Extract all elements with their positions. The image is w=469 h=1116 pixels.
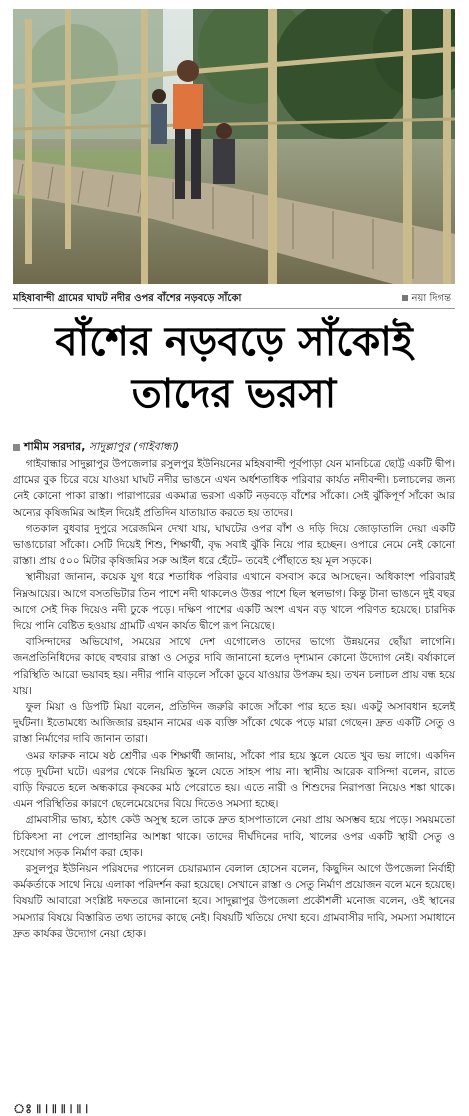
paragraph: ফুল মিয়া ও ডিপটি মিয়া বলেন, প্রতিদিন জরুরি কাজে সাঁকো পার হতে হয়। একটু অসাবধান হলেই দুর্ঘটনা। ইতোমধ্যে আজিজার রহমান নামের এক ব্যক্তি সাঁকো থেকে পড়ে মারা গেছেন। দ্রুত একটি সেতু ও রাস্তা নির্মাণের দাবি জানান তারা।: [13, 701, 455, 746]
credit-text: নয়া দিগন্ত: [411, 293, 451, 304]
caption-text: মহিষাবান্দী গ্রামের ঘাঘট নদীর ওপর বাঁশের নড়বড়ে সাঁকো: [13, 293, 242, 304]
paragraph: রসুলপুর ইউনিয়ন পরিষদের প্যানেল চেয়ারম্যান বেলাল হোসেন বলেন, কিছুদিন আগে উপজেলা নির্বাহী কর্মকর্তাকে সাথে নিয়ে এলাকা পরিদর্শন করা হয়েছে। সেখানে রাস্তা ও সেতু নির্মাণ প্রয়োজন বলে মনে হয়েছে। বিষয়টি আবারো সংশ্লিষ্ট দফতরে জানানো হবে। সাদুল্লাপুর উপজেলা প্রকৌশলী মনোজ বলেন, ওই স্থানের সমস্যার বিষয়ে বিস্তারিত তথ্য তাদের কাছে নেই। বিষয়টি খতিয়ে দেখা হবে। গ্রামবাসীর দাবি, সমস্যা সমাধানে দ্রুত কার্যকর উদ্যোগ নেয়া হোক।: [13, 863, 455, 940]
paragraph: স্থানীয়রা জানান, কয়েক যুগ ধরে শতাধিক পরিবার এখানে বসবাস করে আসছেন। অধিকাংশ পরিবারই নিম্নআয়ের। আগে বসতভিটার তিন পাশে নদী থাকলেও উত্তর পাশে ছিল স্থলভাগ। কিন্তু টানা ভাঙনে দুই বছর আগে সেই দিক দিয়েও নদী ঢুকে পড়ে। দক্ষিণ পাশের একটি অংশ এখন বড় খালে পরিণত হয়েছে। চারদিক দিয়ে পানি বেষ্টিত হওয়ায় গ্রামটি এখন কার্যত দ্বীপে রূপ নিয়েছে।: [13, 571, 455, 633]
photo-caption: [13, 290, 455, 306]
headline-line-1: বাঁশের নড়বড়ে সাঁকোই: [55, 319, 413, 365]
byline: [13, 438, 455, 454]
news-photo: [13, 9, 455, 284]
dateline-place: সাদুল্লাপুর (গাইবান্ধা): [88, 440, 180, 453]
paragraph: গাইবান্ধার সাদুল্লাপুর উপজেলার রসুলপুর ইউনিয়নের মহিষবান্দী পূর্বপাড়া যেন মানচিত্রে ছোট্ট একটি দ্বীপ। গ্রামের বুক চিরে বয়ে যাওয়া ঘাঘট নদীর ভাঙনে এখন অর্ধশতাধিক পরিবার কার্যত নদীবন্দী। চলাচলের জন্য নেই কোনো পাকা রাস্তা। পারাপারের একমাত্র ভরসা একটি নড়বড়ে বাঁশের সাঁকো। সেই ঝুঁকিপূর্ণ সাঁকো আর অন্যের কৃষিজমির আইল দিয়েই প্রতিদিন যাতায়াত করতে হয় তাদের।: [13, 458, 455, 519]
paragraph: গতকাল বুধবার দুপুরে সরেজমিন দেখা যায়, ঘাঘটের ওপর বাঁশ ও দড়ি দিয়ে জোড়াতালি দেয়া একটি ভাঙাচোরা সাঁকো। সেটি দিয়েই শিশু, শিক্ষার্থী, বৃদ্ধ সবাই ঝুঁকি নিয়ে পার হচ্ছেন। ওপারে নেমে নেই কোনো রাস্তা। প্রায় ৫০০ মিটার কৃষিজমির সরু আইল ধরে হেঁটে– তবেই পৌঁছাতে হয় মূল সড়কে।: [13, 522, 455, 568]
photo-credit: [402, 291, 452, 308]
bullet-icon: [13, 444, 20, 451]
headline-line-2: তাদের ভরসা: [131, 371, 337, 417]
divider: [13, 308, 455, 309]
cropped-next-article: ঃ ৷৷ ৷ ৷৷ ৷৷ ৷ ৷৷ ৷: [13, 1102, 88, 1116]
paragraph: ওমর ফারুক নামে ষষ্ঠ শ্রেণীর এক শিক্ষার্থী জানায়, সাঁকো পার হয়ে স্কুলে যেতে খুব ভয় লাগে। একদিন পড়ে দুর্ঘটনা ঘটে। এরপর থেকে নিয়মিত স্কুলে যেতে সাহস পায় না। স্থানীয় আরেক বাসিন্দা বলেন, রাতে বাড়ি ফিরতে হলে অন্ধকারে কৃষকের মাঠ পেরোতে হয়। এতে নারী ও শিশুদের নিরাপত্তা নিয়েও শঙ্কা থাকে। এমন পরিস্থিতির কারণে ছেলেমেয়েদের বিয়ে দিতেও সমস্যা হচ্ছে।: [13, 749, 455, 811]
author-name: শামীম সরদার,: [24, 440, 86, 453]
article-body: [13, 456, 455, 942]
paragraph: বাসিন্দাদের অভিযোগ, সময়ের সাথে দেশ এগোলেও তাদের ভাগ্যে উন্নয়নের ছোঁয়া লাগেনি। জনপ্রতিনিধিদের কাছে বহুবার রাস্তা ও সেতুর দাবি জানানো হলেও দৃশ্যমান কোনো উদ্যোগ নেই। বর্ষাকালে পরিস্থিতি আরো ভয়াবহ হয়। নদীর পানি বাড়লে সাঁকো ডুবে যাওয়ার উপক্রম হয়। তখন চলাচল প্রায় বন্ধ হয়ে যায়।: [13, 636, 455, 697]
bamboo-bridge-photo: [13, 9, 455, 284]
square-bullet-icon: [402, 295, 408, 301]
paragraph: গ্রামবাসীর ভাষ্য, হঠাৎ কেউ অসুস্থ হলে তাকে দ্রুত হাসপাতালে নেয়া প্রায় অসম্ভব হয়ে পড়ে। সময়মতো চিকিৎসা না পেলে প্রাণহানির আশঙ্কা থাকে। তাদের দীর্ঘদিনের দাবি, খালের ওপর একটি স্থায়ী সেতু ও সংযোগ সড়ক নির্মাণ করা হোক।: [13, 814, 455, 859]
